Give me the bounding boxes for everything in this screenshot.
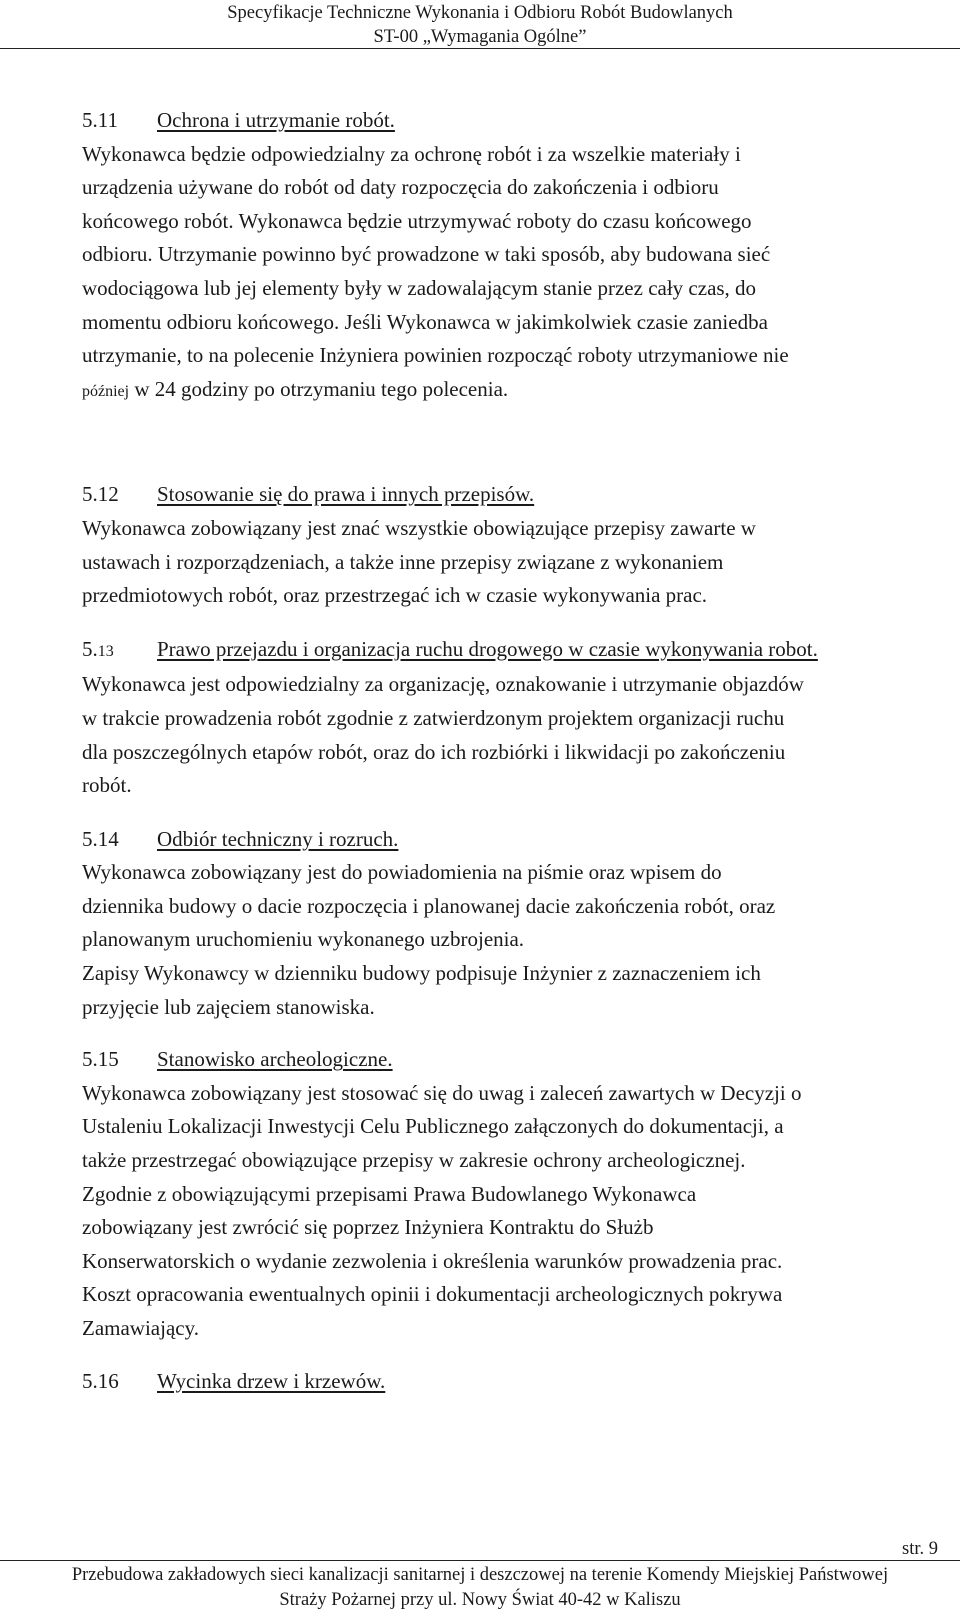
paragraph-line: momentu odbioru końcowego. Jeśli Wykonawca w jakimkolwiek czasie zaniedba	[82, 309, 768, 334]
paragraph-line: wodociągowa lub jej elementy były w zadowalającym stanie przez cały czas, do	[82, 275, 757, 300]
section-heading-5-16	[82, 1365, 942, 1399]
paragraph-line: robót.	[82, 773, 132, 798]
paragraph-line: przedmiotowych robót, oraz przestrzegać ich w czasie wykonywania prac.	[82, 583, 708, 608]
section-number: 5.12	[82, 482, 119, 507]
page-header	[0, 0, 960, 49]
document-body	[82, 104, 942, 1398]
header-document-title: Specyfikacje Techniczne Wykonania i Odbioru Robót Budowlanych	[227, 3, 733, 23]
paragraph-line: utrzymanie, to na polecenie Inżyniera powinien rozpocząć roboty utrzymaniowe nie	[82, 343, 789, 368]
paragraph-line: także przestrzegać obowiązujące przepisy w zakresie ochrony archeologicznej.	[82, 1148, 746, 1173]
page-footer	[0, 1560, 960, 1613]
footer-project-title: Przebudowa zakładowych sieci kanalizacji sanitarnej i deszczowej na terenie Komendy Miejskiej Państwowej	[71, 1565, 889, 1585]
paragraph-line: dziennika budowy o dacie rozpoczęcia i planowanej dacie zakończenia robót, oraz	[82, 893, 776, 918]
paragraph-line: Ustaleniu Lokalizacji Inwestycji Celu Publicznego załączonych do dokumentacji, a	[82, 1114, 784, 1139]
section-title: Stanowisko archeologiczne.	[157, 1047, 393, 1072]
section-heading-5-13	[82, 633, 942, 669]
section-title: Ochrona i utrzymanie robót.	[157, 108, 395, 132]
paragraph-line: Wykonawca zobowiązany jest stosować się do uwag i zaleceń zawartych w Decyzji o	[82, 1080, 802, 1105]
section-number: 5.16	[82, 1368, 119, 1393]
paragraph-line: odbioru. Utrzymanie powinno być prowadzone w taki sposób, aby budowana sieć	[82, 242, 771, 267]
paragraph-line: urządzenia używane do robót od daty rozpoczęcia do zakończenia i odbioru	[82, 175, 719, 200]
footer-project-address: Straży Pożarnej przy ul. Nowy Świat 40-42 w Kaliszu	[279, 1590, 681, 1610]
section-heading-5-15	[82, 1043, 942, 1077]
paragraph-line	[82, 373, 942, 409]
text-run: w 24 godziny po otrzymaniu tego polecenia.	[129, 376, 509, 401]
paragraph-line: przyjęcie lub zajęciem stanowiska.	[82, 994, 375, 1019]
section-title: Wycinka drzew i krzewów.	[157, 1368, 386, 1393]
section-title: Odbiór techniczny i rozruch.	[157, 826, 399, 851]
paragraph-line: Wykonawca zobowiązany jest do powiadomienia na piśmie oraz wpisem do	[82, 860, 722, 885]
section-heading-5-12	[82, 478, 942, 512]
section-heading-5-14	[82, 823, 942, 857]
page-number: str. 9	[902, 1539, 938, 1559]
paragraph-line: w trakcie prowadzenia robót zgodnie z zatwierdzonym projektem organizacji ruchu	[82, 705, 785, 730]
paragraph-line: końcowego robót. Wykonawca będzie utrzymywać roboty do czasu końcowego	[82, 208, 752, 233]
paragraph-line: dla poszczególnych etapów robót, oraz do ich rozbiórki i likwidacji po zakończeniu	[82, 739, 786, 764]
section-title: Stosowanie się do prawa i innych przepisów.	[157, 482, 535, 507]
section-number: 5.15	[82, 1047, 119, 1072]
section-heading-5-11	[82, 104, 942, 138]
section-number: 5.14	[82, 826, 119, 851]
paragraph-line: Koszt opracowania ewentualnych opinii i dokumentacji archeologicznych pokrywa	[82, 1282, 783, 1307]
paragraph-line: Wykonawca zobowiązany jest znać wszystkie obowiązujące przepisy zawarte w	[82, 515, 756, 540]
paragraph-line: Zamawiający.	[82, 1316, 199, 1340]
paragraph-line: zobowiązany jest zwrócić się poprzez Inżyniera Kontraktu do Służb	[82, 1215, 654, 1240]
section-number: 5.11	[82, 108, 118, 132]
paragraph-line: Wykonawca jest odpowiedzialny za organizację, oznakowanie i utrzymanie objazdów	[82, 672, 804, 697]
section-title: Prawo przejazdu i organizacja ruchu drogowego w czasie wykonywania robot.	[157, 636, 818, 661]
paragraph-line: Wykonawca będzie odpowiedzialny za ochronę robót i za wszelkie materiały i	[82, 141, 741, 166]
small-text: później	[82, 382, 130, 400]
section-number: 5.13	[82, 636, 114, 661]
paragraph-line: Zgodnie z obowiązującymi przepisami Prawa Budowlanego Wykonawca	[82, 1181, 697, 1206]
header-spec-code: ST-00 „Wymagania Ogólne”	[373, 27, 587, 47]
paragraph-line: Zapisy Wykonawcy w dzienniku budowy podpisuje Inżynier z zaznaczeniem ich	[82, 961, 761, 986]
paragraph-line: Konserwatorskich o wydanie zezwolenia i określenia warunków prowadzenia prac.	[82, 1248, 783, 1273]
paragraph-line: planowanym uruchomieniu wykonanego uzbrojenia.	[82, 927, 525, 952]
paragraph-line: ustawach i rozporządzeniach, a także inne przepisy związane z wykonaniem	[82, 549, 724, 574]
